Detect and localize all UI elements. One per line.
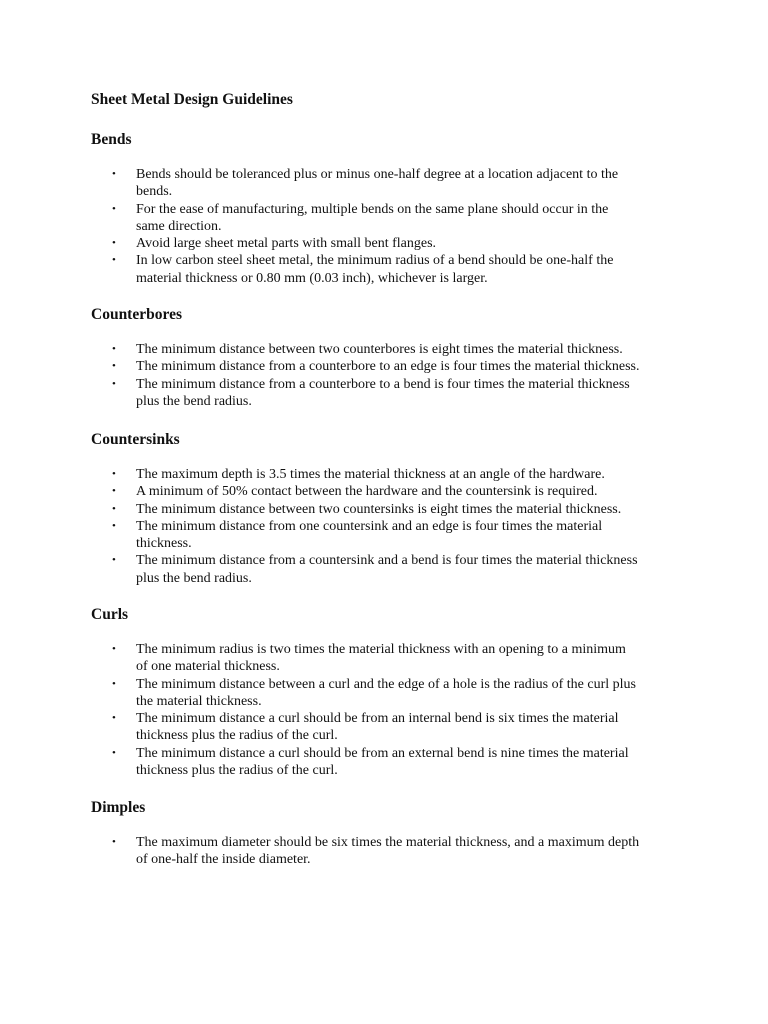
bullet-icon: • xyxy=(112,468,116,480)
list-item xyxy=(91,466,691,483)
section-dimples xyxy=(91,799,691,868)
list-item xyxy=(91,676,691,711)
list-item-line: In low carbon steel sheet metal, the minimum radius of a bend should be one-half the xyxy=(136,253,614,269)
list-item xyxy=(91,341,691,358)
list-item-line: the material thickness. xyxy=(136,693,262,709)
bullet-icon: • xyxy=(112,712,116,725)
bullet-icon: • xyxy=(112,168,116,180)
list-item-line: The minimum distance a curl should be from an external bend is nine times the material xyxy=(136,745,629,761)
list-item-line: thickness plus the radius of the curl. xyxy=(136,763,338,779)
section-heading: Bends xyxy=(91,131,132,148)
list-item-line: thickness. xyxy=(136,536,192,552)
list-item-line: The maximum diameter should be six times the material thickness, and a maximum depth xyxy=(136,835,640,850)
bullet-icon: • xyxy=(112,485,116,498)
list-item xyxy=(91,235,691,252)
list-item xyxy=(91,166,691,201)
bullet-icon: • xyxy=(112,519,116,532)
list-item xyxy=(91,745,691,780)
list-item xyxy=(91,518,691,553)
section-countersinks xyxy=(91,431,691,586)
list-item xyxy=(91,376,691,411)
list-item-line: The minimum distance from a counterbore to a bend is four times the material thickness xyxy=(136,376,630,392)
list-item-line: plus the bend radius. xyxy=(136,393,252,409)
bullet-list xyxy=(91,466,691,587)
bullet-list xyxy=(91,166,691,287)
list-item xyxy=(91,552,691,587)
list-item-line: material thickness or 0.80 mm (0.03 inch), whichever is larger. xyxy=(136,270,488,286)
list-item xyxy=(91,201,691,236)
list-item-line: Avoid large sheet metal parts with small bent flanges. xyxy=(136,236,437,252)
list-item-line: A minimum of 50% contact between the hardware and the countersink is required. xyxy=(136,484,598,500)
bullet-icon: • xyxy=(112,360,116,373)
list-item xyxy=(91,834,691,869)
section-heading: Countersinks xyxy=(91,431,180,448)
bullet-icon: • xyxy=(112,343,116,355)
list-item-line: of one material thickness. xyxy=(136,659,280,675)
bullet-icon: • xyxy=(112,554,116,567)
list-item-line: The minimum distance from a counterbore to an edge is four times the material thickness. xyxy=(136,359,640,375)
bullet-icon: • xyxy=(112,677,116,690)
bullet-icon: • xyxy=(112,746,116,759)
list-item-line: The minimum radius is two times the material thickness with an opening to a minimum xyxy=(136,642,626,657)
section-bends xyxy=(91,131,691,286)
list-item-line: Bends should be toleranced plus or minus one-half degree at a location adjacent to the xyxy=(136,167,619,182)
list-item-line: bends. xyxy=(136,184,173,200)
list-item-line: same direction. xyxy=(136,218,222,234)
list-item-line: The minimum distance from one countersink and an edge is four times the material xyxy=(136,518,603,534)
document-title: Sheet Metal Design Guidelines xyxy=(91,91,293,108)
bullet-icon: • xyxy=(112,254,116,267)
list-item-line: thickness plus the radius of the curl. xyxy=(136,728,338,744)
list-item-line: The minimum distance a curl should be from an internal bend is six times the material xyxy=(136,711,619,727)
section-heading: Curls xyxy=(91,606,129,623)
bullet-list xyxy=(91,641,691,779)
bullet-icon: • xyxy=(112,643,116,655)
list-item-line: The minimum distance from a countersink and a bend is four times the material thickness xyxy=(136,553,638,569)
section-heading: Counterbores xyxy=(91,306,182,323)
bullet-icon: • xyxy=(112,377,116,390)
section-heading: Dimples xyxy=(91,799,146,816)
section-counterbores xyxy=(91,306,691,409)
bullet-icon: • xyxy=(112,237,116,250)
bullet-list xyxy=(91,834,691,869)
list-item-line: For the ease of manufacturing, multiple bends on the same plane should occur in the xyxy=(136,201,609,217)
bullet-list xyxy=(91,341,691,410)
list-item xyxy=(91,252,691,287)
list-item xyxy=(91,501,691,518)
list-item xyxy=(91,641,691,676)
list-item-line: The maximum depth is 3.5 times the material thickness at an angle of the hardware. xyxy=(136,467,605,482)
bullet-icon: • xyxy=(112,502,116,515)
list-item-line: The minimum distance between two counterbores is eight times the material thickness. xyxy=(136,342,623,357)
section-curls xyxy=(91,606,691,779)
list-item xyxy=(91,483,691,500)
list-item-line: plus the bend radius. xyxy=(136,570,252,586)
list-item xyxy=(91,710,691,745)
list-item-line: of one-half the inside diameter. xyxy=(136,852,311,868)
bullet-icon: • xyxy=(112,202,116,215)
bullet-icon: • xyxy=(112,836,116,848)
list-item xyxy=(91,358,691,375)
list-item-line: The minimum distance between two countersinks is eight times the material thickness. xyxy=(136,501,622,517)
list-item-line: The minimum distance between a curl and the edge of a hole is the radius of the curl plus xyxy=(136,676,636,692)
